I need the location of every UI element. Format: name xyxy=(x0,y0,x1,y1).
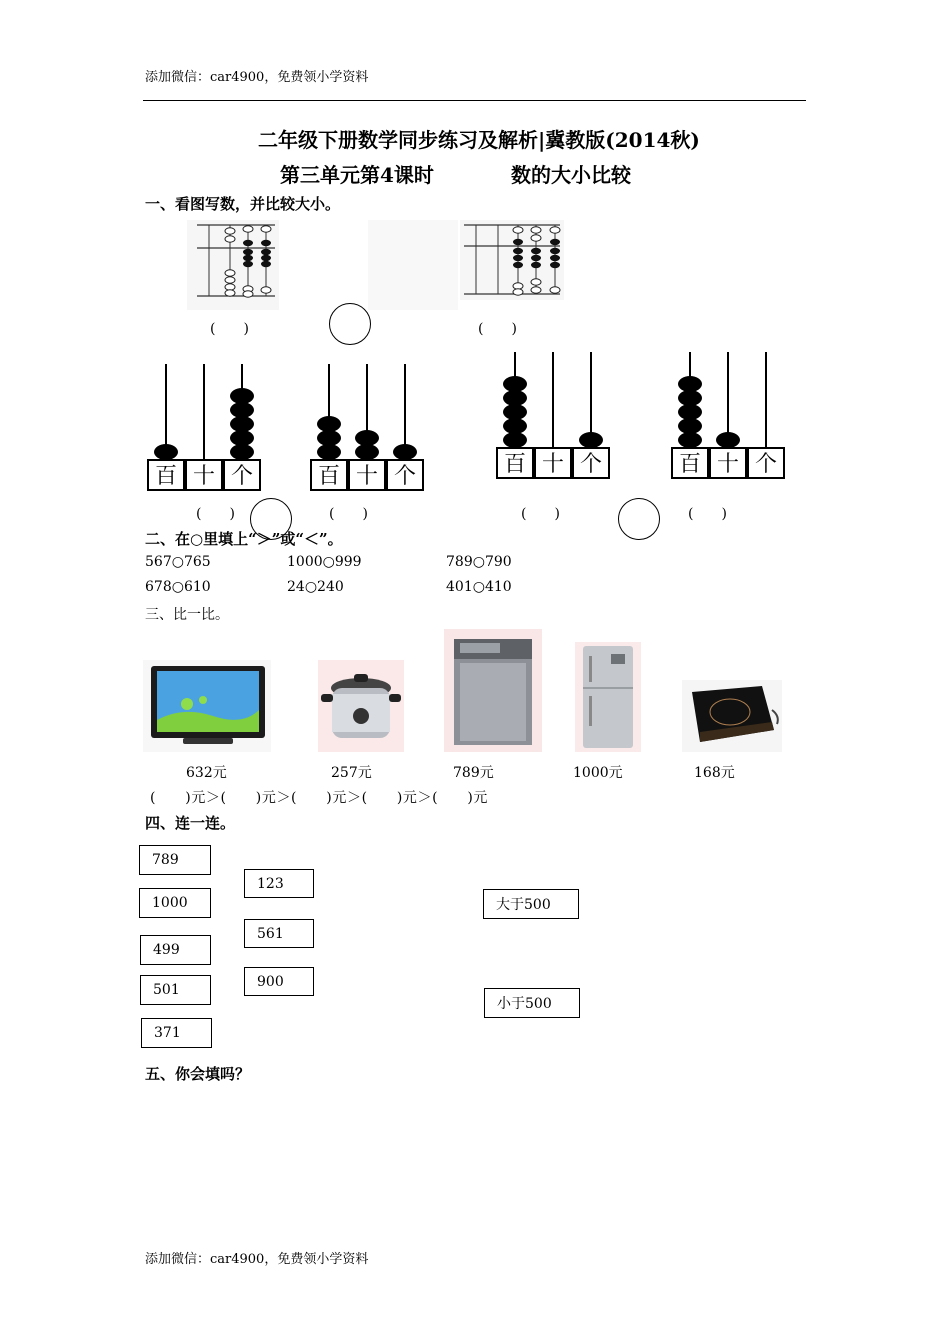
abacus-bead xyxy=(317,430,341,446)
abacus-bead xyxy=(716,432,740,448)
abacus-bead xyxy=(230,402,254,418)
induction-cooker-icon xyxy=(682,680,782,752)
place-value-label: 个 xyxy=(393,464,417,489)
price-3: 789元 xyxy=(453,765,494,781)
abacus-top-right xyxy=(460,220,564,300)
abacus-bead xyxy=(230,430,254,446)
abacus-bead xyxy=(317,416,341,432)
section3-heading: 三、比一比。 xyxy=(145,607,229,623)
abacus-bead xyxy=(503,376,527,392)
abacus-bead xyxy=(678,390,702,406)
match-target-less-500[interactable]: 小于500 xyxy=(484,988,580,1018)
match-target-greater-500[interactable]: 大于500 xyxy=(483,889,579,919)
compare-item-6[interactable]: 401○410 xyxy=(446,579,512,595)
abacus-bead xyxy=(154,444,178,460)
abacus-bead xyxy=(503,432,527,448)
place-value-label: 十 xyxy=(355,464,379,489)
refrigerator-icon xyxy=(575,642,641,752)
place-value-label: 百 xyxy=(317,464,341,489)
match-box-900[interactable]: 900 xyxy=(244,967,314,996)
header-rule xyxy=(143,100,806,101)
abacus-bead xyxy=(503,418,527,434)
abacus-bead xyxy=(678,376,702,392)
footer-note: 添加微信：car4900，免费领小学资料 xyxy=(145,1252,369,1267)
price-order-chain[interactable]: ( )元＞( )元＞( )元＞( )元＞( )元 xyxy=(150,790,489,806)
answer-paren-2[interactable]: ( ) xyxy=(478,321,517,337)
abacus-bead xyxy=(355,444,379,460)
abacus-bead xyxy=(678,404,702,420)
abacus-bead xyxy=(503,390,527,406)
compare-circle-1[interactable] xyxy=(329,303,371,345)
match-box-789[interactable]: 789 xyxy=(139,845,211,875)
place-value-label: 十 xyxy=(716,452,740,477)
abacus-bead xyxy=(355,430,379,446)
abacus-bead xyxy=(579,432,603,448)
section4-heading: 四、连一连。 xyxy=(145,814,236,832)
place-value-label: 十 xyxy=(541,452,565,477)
abacus-bead xyxy=(678,432,702,448)
page-title: 二年级下册数学同步练习及解析|冀教版(2014秋) xyxy=(258,128,700,152)
place-value-label: 个 xyxy=(579,452,603,477)
abacus-top-left xyxy=(187,220,279,310)
abacus-bead xyxy=(230,416,254,432)
compare-circle-3[interactable] xyxy=(618,498,660,540)
abacus-bead xyxy=(317,444,341,460)
abacus-4 xyxy=(672,350,784,480)
match-box-1000[interactable]: 1000 xyxy=(139,888,211,918)
section5-heading: 五、你会填吗？ xyxy=(145,1065,251,1083)
abacus-bead xyxy=(503,404,527,420)
place-value-label: 百 xyxy=(154,464,178,489)
abacus-2 xyxy=(311,362,423,492)
place-value-label: 个 xyxy=(230,464,254,489)
place-value-label: 个 xyxy=(754,452,778,477)
price-4: 1000元 xyxy=(573,765,623,781)
abacus-bead xyxy=(230,444,254,460)
match-box-561[interactable]: 561 xyxy=(244,919,314,948)
abacus-bead xyxy=(393,444,417,460)
abacus-bead xyxy=(230,388,254,404)
washing-machine-icon xyxy=(444,629,542,752)
answer-paren-4[interactable]: ( ) xyxy=(329,506,368,522)
abacus-1 xyxy=(148,362,260,492)
section1-heading: 一、看图写数，并比较大小。 xyxy=(145,195,341,213)
abacus-3 xyxy=(497,350,609,480)
price-5: 168元 xyxy=(694,765,735,781)
answer-paren-6[interactable]: ( ) xyxy=(688,506,727,522)
price-1: 632元 xyxy=(186,765,227,781)
answer-paren-5[interactable]: ( ) xyxy=(521,506,560,522)
place-value-label: 百 xyxy=(678,452,702,477)
place-value-label: 百 xyxy=(503,452,527,477)
compare-item-2[interactable]: 1000○999 xyxy=(287,554,362,570)
place-value-label: 十 xyxy=(192,464,216,489)
price-2: 257元 xyxy=(331,765,372,781)
match-box-123[interactable]: 123 xyxy=(244,869,314,898)
section2-heading: 二、在○里填上“＞”或“＜”。 xyxy=(145,530,343,548)
compare-item-5[interactable]: 24○240 xyxy=(287,579,344,595)
compare-item-1[interactable]: 567○765 xyxy=(145,554,211,570)
compare-item-4[interactable]: 678○610 xyxy=(145,579,211,595)
pressure-cooker-icon xyxy=(318,660,404,752)
match-box-371[interactable]: 371 xyxy=(141,1018,212,1048)
blank-image-area xyxy=(368,220,458,310)
answer-paren-1[interactable]: ( ) xyxy=(210,321,249,337)
abacus-bead xyxy=(678,418,702,434)
tv-icon xyxy=(143,660,271,752)
topic-title: 数的大小比较 xyxy=(511,163,631,187)
header-note: 添加微信：car4900，免费领小学资料 xyxy=(145,70,369,85)
compare-item-3[interactable]: 789○790 xyxy=(446,554,512,570)
answer-paren-3[interactable]: ( ) xyxy=(196,506,235,522)
match-box-501[interactable]: 501 xyxy=(140,975,211,1005)
lesson-title: 第三单元第4课时 xyxy=(280,163,434,187)
match-box-499[interactable]: 499 xyxy=(140,935,211,965)
